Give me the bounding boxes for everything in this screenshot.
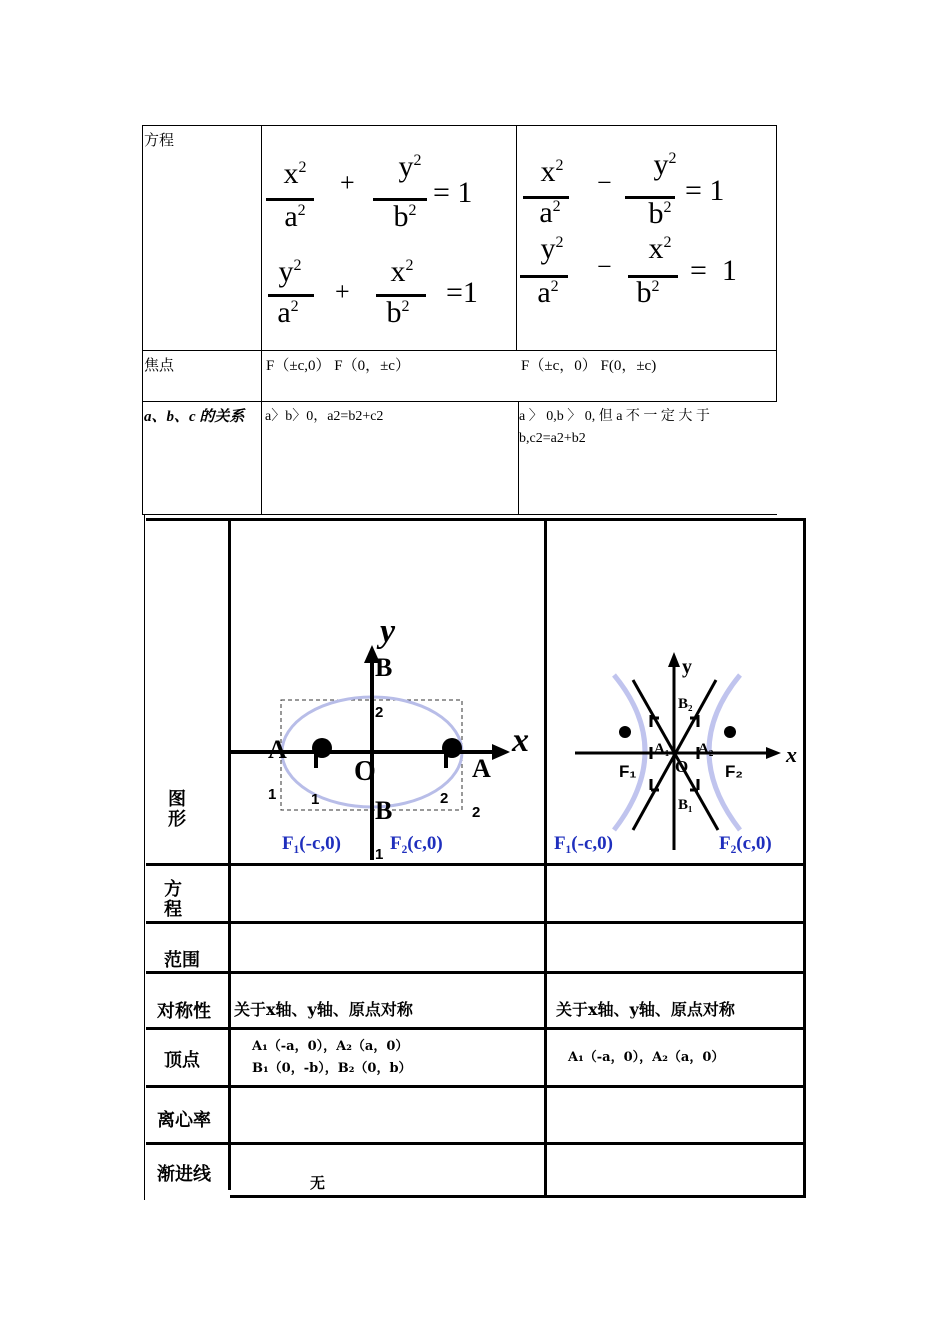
ellipse-axis-y: y (380, 613, 396, 650)
row-label-equation-char1: 方 (164, 879, 182, 900)
ellipse-tick-1: 1 (311, 791, 320, 808)
row-label-equation-char2: 程 (164, 899, 182, 920)
denominator: $a^2$ (539, 196, 561, 229)
ellipse-A-right-sub: 2 (472, 804, 481, 821)
denominator: $b^2$ (386, 296, 410, 329)
row-label-eccentricity: 离心率 (157, 1110, 211, 1131)
numerator: $y^2$ (398, 150, 422, 183)
numerator: $y^2$ (540, 232, 564, 265)
hyperbola-A1: A₁ (654, 741, 670, 757)
hyperbola-B2: B₂ (678, 696, 693, 712)
row-label-equation: 方程 (144, 133, 175, 149)
numerator: $y^2$ (653, 148, 677, 181)
table2-row-divider (146, 1085, 806, 1088)
row-label-asymptote: 渐进线 (157, 1164, 211, 1185)
denominator: $a^2$ (277, 296, 299, 329)
hyperbola-axis-y: y (682, 656, 692, 678)
minus-sign: − (597, 252, 612, 281)
ellipse-vertex-line2: B₁（0，-b），B₂（0，b） (252, 1061, 412, 1076)
hyperbola-axis-x: x (786, 742, 797, 767)
table2-row-divider (146, 1027, 806, 1030)
row-label-figure (168, 790, 186, 830)
numerator: $y^2$ (278, 255, 302, 288)
y-axis-arrow (668, 652, 680, 667)
table2-row-divider (146, 971, 806, 974)
equals-one: =1 (446, 276, 478, 309)
table1-top-border (142, 125, 777, 126)
ellipse-symmetry: 关于x轴、y轴、原点对称 (234, 1000, 413, 1019)
equals-one: = 1 (685, 174, 725, 207)
plus-sign: + (335, 277, 350, 306)
row-label-figure-char1: 图 (168, 789, 186, 810)
row-label-symmetry: 对称性 (157, 1001, 211, 1022)
table1-bottom-border (142, 514, 777, 515)
hyperbola-diagram (548, 640, 802, 862)
table1-row-divider (142, 350, 777, 351)
table2-row-divider (146, 1142, 806, 1145)
minus-sign: − (597, 168, 612, 197)
ellipse-focus: F（±c,0） F（0，±c） (266, 358, 410, 374)
ellipse-A-left-sub: 1 (268, 786, 277, 803)
ellipse-tick-2: 2 (440, 790, 449, 807)
numerator: $x^2$ (540, 155, 564, 188)
row-label-range: 范围 (164, 950, 200, 971)
table2-col-divider (544, 518, 547, 1196)
ellipse-A-left: A (268, 735, 287, 764)
hyperbola-F1-label: F₁(-c,0) (554, 833, 613, 854)
hyperbola-F2-label: F₂(c,0) (719, 833, 772, 854)
hyperbola-origin: O (675, 757, 689, 776)
ellipse-B-top-sub: 2 (375, 704, 384, 721)
numerator: $x^2$ (648, 232, 672, 265)
ellipse-F1-label: F₁(-c,0) (282, 833, 341, 854)
plus-sign: + (340, 168, 355, 197)
table1-col-divider (261, 125, 262, 515)
focus-point-right (724, 726, 736, 738)
row-label-equation (164, 880, 182, 920)
focus-point-left (619, 726, 631, 738)
ellipse-axis-x: x (512, 722, 529, 759)
hyperbola-focus: F（±c，0） F(0，±c) (521, 358, 657, 374)
ellipse-B-bottom-sub: 1 (375, 846, 384, 863)
denominator: $b^2$ (648, 197, 672, 230)
ellipse-relation: a〉b〉0，a2=b2+c2 (265, 409, 384, 424)
table2-bottom-border (230, 1195, 806, 1198)
hyperbola-relation-line2: b,c2=a2+b2 (519, 431, 586, 446)
table2-right-border (803, 518, 806, 1196)
hyperbola-vertex: A₁（-a，0），A₂（a，0） (568, 1050, 725, 1065)
ellipse-B-bottom: B (375, 796, 393, 825)
table2-top-border (146, 518, 806, 521)
hyperbola-F1-mark: F₁ (619, 762, 637, 781)
hyperbola-B1: B₁ (678, 797, 693, 813)
row-label-vertex: 顶点 (164, 1050, 200, 1071)
ellipse-A-right: A (472, 754, 491, 783)
table1-row-divider (142, 401, 777, 402)
denominator: $a^2$ (537, 276, 559, 309)
table1-col-divider (516, 125, 517, 350)
table1-right-border (776, 125, 777, 401)
equals-one: = 1 (433, 176, 473, 209)
ellipse-F2-label: F₂(c,0) (390, 833, 443, 854)
denominator: $b^2$ (393, 200, 417, 233)
numerator: $x^2$ (390, 255, 414, 288)
hyperbola-symmetry: 关于x轴、y轴、原点对称 (556, 1000, 735, 1019)
denominator: $b^2$ (636, 276, 660, 309)
hyperbola-A2: A₂ (698, 741, 714, 757)
x-axis-arrow (766, 747, 781, 759)
table2-left-border (144, 515, 145, 1200)
numerator: $x^2$ (283, 157, 307, 190)
table2-row-divider (146, 921, 806, 924)
x-axis-arrow (492, 744, 510, 760)
ellipse-vertex-line1: A₁（-a，0），A₂（a，0） (252, 1039, 409, 1054)
ellipse-asymptote: 无 (310, 1174, 326, 1192)
table2-row-divider (146, 863, 806, 866)
row-label-relation: a、b、c 的关系 (144, 409, 245, 425)
denominator: $a^2$ (284, 200, 306, 233)
row-label-focus: 焦点 (144, 358, 175, 374)
table1-left-border (142, 125, 143, 515)
hyperbola-relation-line1: a 〉 0,b 〉 0, 但 a 不 一 定 大 于 (519, 409, 710, 424)
ellipse-B-top: B (375, 653, 393, 682)
equals-one: = 1 (690, 254, 737, 287)
row-label-figure-char2: 形 (168, 809, 186, 830)
ellipse-origin: O (354, 756, 376, 787)
hyperbola-F2-mark: F₂ (725, 762, 743, 781)
